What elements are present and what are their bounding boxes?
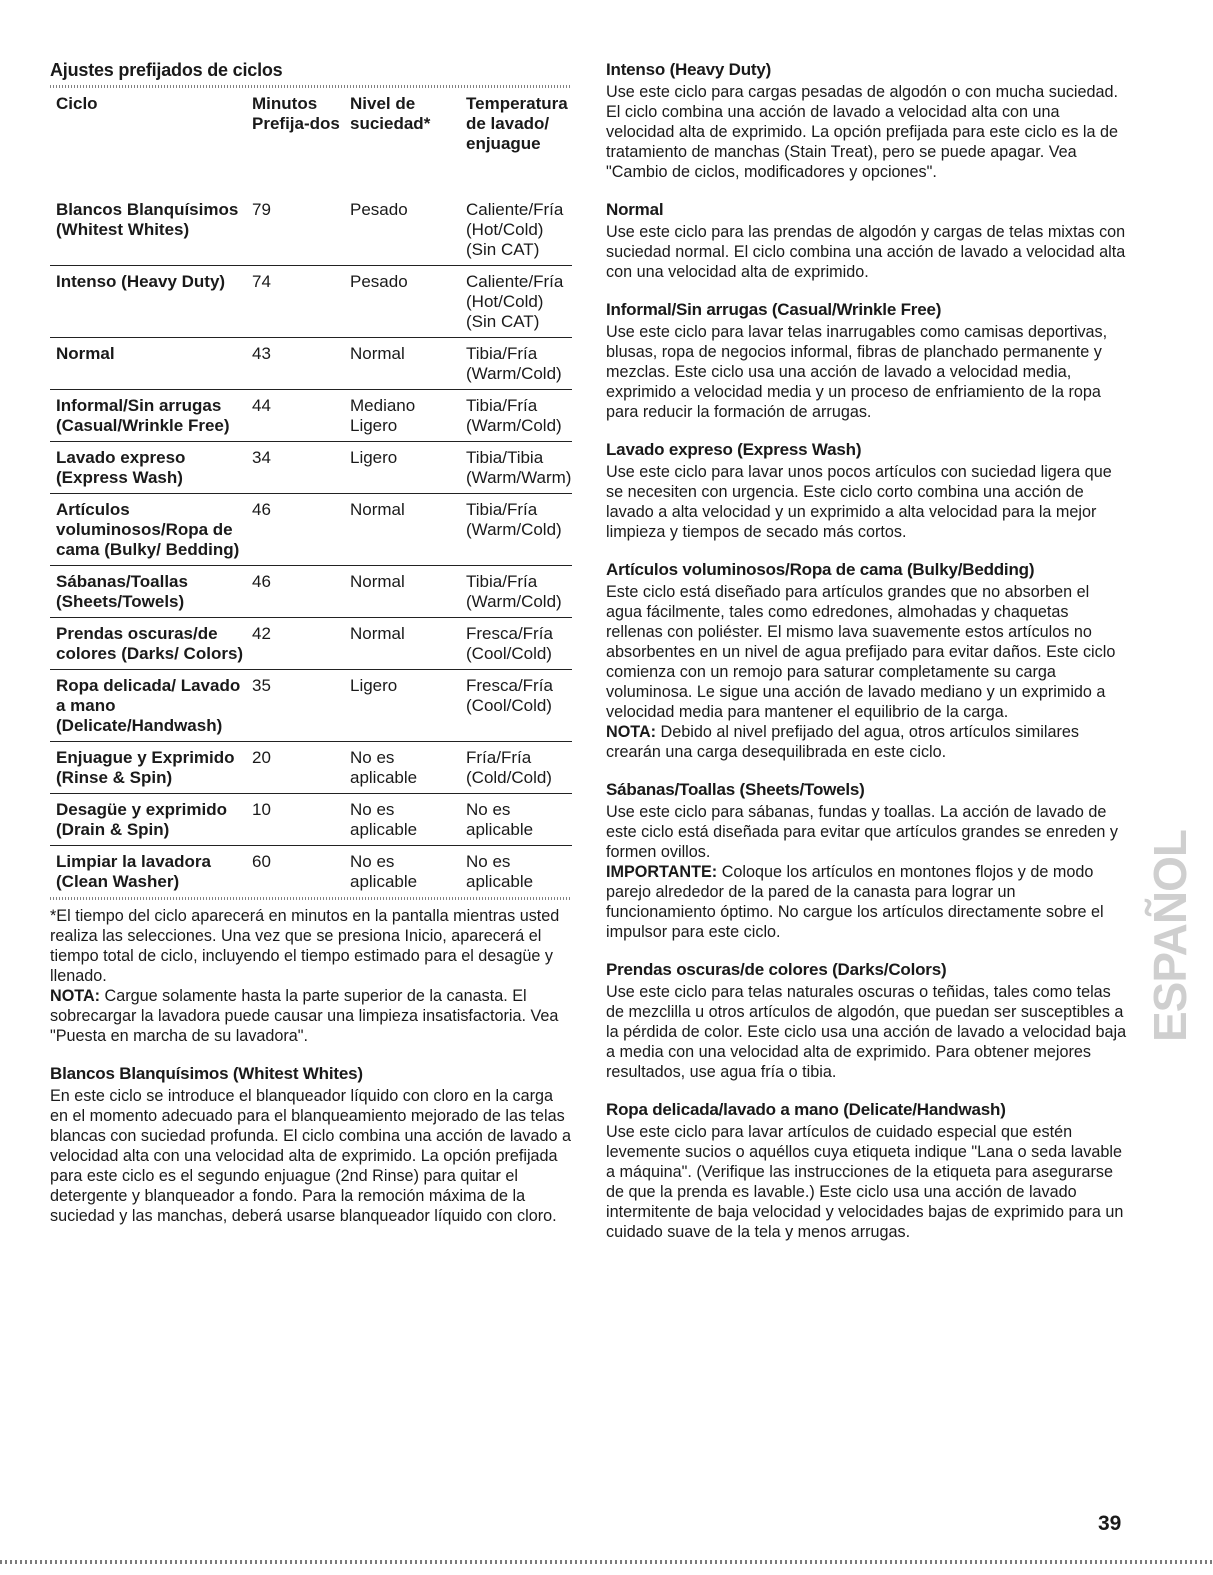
cycle-minutes: 20 [246,742,344,794]
table-row [50,442,572,494]
table-row [50,742,572,794]
section-note [606,862,1128,942]
cycle-minutes: 34 [246,442,344,494]
cycle-minutes: 46 [246,494,344,566]
section-text: Use este ciclo para lavar telas inarrugables como camisas deportivas, blusas, ropa de negocios informal, fibras de planchado permanente y mezclas. Este ciclo usa una acción de lavado a velocidad media, exprimido a velocidad media y un proceso de enfriamiento de la ropa para reducir la formación de arrugas. [606,323,1108,421]
cycle-soil-level: Normal [344,566,460,618]
dotted-rule [50,897,572,900]
section-text: Use este ciclo para sábanas, fundas y toallas. La acción de lavado de este ciclo está diseñada para evitar que artículos grandes se enreden y formen ovillos. [606,803,1119,861]
table-row [50,266,572,338]
note-label: NOTA: [50,987,101,1005]
section-heading: Blancos Blanquísimos (Whitest Whites) [50,1064,363,1083]
section-text: Use este ciclo para cargas pesadas de algodón o con mucha suciedad. El ciclo combina una acción de lavado a velocidad alta con una velocidad alta de exprimido. La opción prefijada para este ciclo es la de tratamiento de manchas (Stain Treat), pero se puede apagar. Vea "Cambio de ciclos, modificadores y opciones". [606,83,1119,181]
cycle-soil-level: No es aplicable [344,794,460,846]
table-title: Ajustes prefijados de ciclos [50,60,283,80]
table-row [50,846,572,898]
table-row [50,566,572,618]
language-tab: ESPAÑOL [1144,830,1196,1042]
cycle-minutes: 79 [246,194,344,266]
table-row [50,390,572,442]
cycle-soil-level: Pesado [344,194,460,266]
cycle-name: Blancos Blanquísimos (Whitest Whites) [50,194,246,266]
cycle-minutes: 43 [246,338,344,390]
note [50,986,572,1046]
header-soil: Nivel de suciedad* [350,94,431,133]
cycle-presets-table [50,88,572,897]
cycle-temperature: Caliente/Fría (Hot/Cold) (Sin CAT) [460,194,572,266]
section-heading: Intenso (Heavy Duty) [606,60,772,79]
table-header-row [50,88,572,194]
cycle-name: Artículos voluminosos/Ropa de cama (Bulky/ Bedding) [50,494,246,566]
header-cycle: Ciclo [56,94,98,113]
cycle-temperature: Fría/Fría (Cold/Cold) [460,742,572,794]
cycle-minutes: 35 [246,670,344,742]
section-heading: Ropa delicada/lavado a mano (Delicate/Handwash) [606,1100,1006,1119]
page-number: 39 [1098,1512,1122,1535]
cycle-soil-level: Pesado [344,266,460,338]
cycle-temperature: Caliente/Fría (Hot/Cold) (Sin CAT) [460,266,572,338]
cycle-soil-level: No es aplicable [350,852,418,891]
cycle-name: Normal [50,338,246,390]
table-row [50,618,572,670]
section-heading: Sábanas/Toallas (Sheets/Towels) [606,780,865,799]
section-note-text: Debido al nivel prefijado del agua, otros artículos similares crearán una carga desequilibrada en este ciclo. [606,723,1079,761]
header-minutes: Minutos Prefija-dos [252,94,340,133]
cycle-minutes: 46 [246,566,344,618]
table-row [50,670,572,742]
cycle-name: Informal/Sin arrugas (Casual/Wrinkle Free) [50,390,246,442]
cycle-name: Desagüe y exprimido (Drain & Spin) [50,794,246,846]
cycle-temperature: Tibia/Fría (Warm/Cold) [460,390,572,442]
cycle-temperature: Fresca/Fría (Cool/Cold) [460,618,572,670]
cycle-soil-level: Mediano Ligero [344,390,460,442]
cycle-soil-level: Ligero [344,442,460,494]
table-row [50,494,572,566]
footnote: *El tiempo del ciclo aparecerá en minutos en la pantalla mientras usted realiza las selecciones. Una vez que se presiona Inicio, aparecerá el tiempo total de ciclo, incluyendo el tiempo estimado para el desagüe y llenado. [50,907,560,985]
cycle-temperature: No es aplicable [460,794,572,846]
section-text: Use este ciclo para las prendas de algodón y cargas de telas mixtas con suciedad normal. El ciclo combina una acción de lavado a velocidad alta con una velocidad alta de exprimido. [606,223,1126,281]
header-temp: Temperatura de lavado/ enjuague [466,94,568,153]
cycle-soil-level: Normal [344,618,460,670]
section-note-label: IMPORTANTE: [606,863,718,881]
cycle-temperature: Tibia/Fría (Warm/Cold) [460,494,572,566]
cycle-name: Intenso (Heavy Duty) [50,266,246,338]
table-row [50,338,572,390]
section-heading: Normal [606,200,664,219]
cycle-soil-level: Normal [344,494,460,566]
section-note-text: Coloque los artículos en montones flojos y de modo parejo alrededor de la pared de la canasta para lograr un funcionamiento óptimo. No cargue los artículos directamente sobre el impulsor para este ciclo. [606,863,1104,941]
section-heading: Informal/Sin arrugas (Casual/Wrinkle Free) [606,300,942,319]
cycle-name: Prendas oscuras/de colores (Darks/ Colors) [50,618,246,670]
section-note-label: NOTA: [606,723,657,741]
cycle-minutes: 44 [246,390,344,442]
cycle-temperature: No es aplicable [466,852,534,891]
dotted-rule [50,85,572,88]
section-heading: Prendas oscuras/de colores (Darks/Colors) [606,960,947,979]
cycle-temperature: Tibia/Fría (Warm/Cold) [460,566,572,618]
cycle-name: Enjuague y Exprimido (Rinse & Spin) [50,742,246,794]
section-text: En este ciclo se introduce el blanqueador líquido con cloro en la carga en el momento adecuado para el blanqueamiento mejorado de las telas blancas con suciedad profunda. El ciclo combina una acción de lavado a velocidad alta con una velocidad alta de exprimido. La opción prefijada para este ciclo es el segundo enjuague (2nd Rinse) para quitar el detergente y blanqueador a fondo. Para la remoción máxima de la suciedad y las manchas, deberá usarse blanqueador líquido con cloro. [50,1087,572,1225]
section-note [606,722,1128,762]
cycle-soil-level: Ligero [344,670,460,742]
bottom-rule [0,1560,1213,1564]
table-row [50,794,572,846]
cycle-temperature: Fresca/Fría (Cool/Cold) [460,670,572,742]
section-text: Use este ciclo para telas naturales oscuras o teñidas, tales como telas de mezclilla u otros artículos de algodón, que puedan ser susceptibles a la pérdida de color. Este ciclo usa una acción de lavado a velocidad baja a media con una velocidad alta de exprimido. Para obtener mejores resultados, use agua fría o tibia. [606,983,1127,1081]
section-text: Use este ciclo para lavar artículos de cuidado especial que estén levemente sucios o aquéllos cuya etiqueta indique "Lana o seda lavable a máquina". (Verifique las instrucciones de la etiqueta para asegurarse de que la prenda es lavable.) Este ciclo usa una acción de lavado intermitente de baja velocidad y velocidades bajas de exprimido para un cuidado suave de la tela y menos arrugas. [606,1123,1124,1241]
cycle-temperature: Tibia/Tibia (Warm/Warm) [460,442,572,494]
cycle-soil-level: Normal [344,338,460,390]
cycle-soil-level: No es aplicable [344,742,460,794]
cycle-name: Limpiar la lavadora (Clean Washer) [56,852,211,891]
cycle-name: Lavado expreso (Express Wash) [50,442,246,494]
section-heading: Artículos voluminosos/Ropa de cama (Bulky/Bedding) [606,560,1035,579]
cycle-name: Ropa delicada/ Lavado a mano (Delicate/Handwash) [50,670,246,742]
section-heading: Lavado expreso (Express Wash) [606,440,862,459]
cycle-minutes: 60 [252,852,271,871]
cycle-minutes: 10 [246,794,344,846]
cycle-temperature: Tibia/Fría (Warm/Cold) [460,338,572,390]
table-row [50,194,572,266]
right-column [606,60,1128,1242]
left-column [50,60,572,1226]
cycle-minutes: 42 [246,618,344,670]
section-text: Use este ciclo para lavar unos pocos artículos con suciedad ligera que se necesiten con urgencia. Este ciclo corto combina una acción de lavado a alta velocidad y un exprimido a alta velocidad para la mejor limpieza y tiempos de secado más cortos. [606,463,1112,541]
note-text: Cargue solamente hasta la parte superior de la canasta. El sobrecargar la lavadora puede causar una limpieza insatisfactoria. Vea "Puesta en marcha de su lavadora". [50,987,559,1045]
section-text: Este ciclo está diseñado para artículos grandes que no absorben el agua fácilmente, tales como edredones, almohadas y chaquetas rellenas con poliéster. El mismo lava suavemente estos artículos no absorbentes en un nivel de agua prefijado para evitar daños. Este ciclo comienza con un remojo para saturar completamente su carga voluminosa. Le sigue una acción de lavado mediano y un exprimido a velocidad media para mantener el equilibrio de la carga. [606,583,1116,721]
cycle-name: Sábanas/Toallas (Sheets/Towels) [50,566,246,618]
cycle-minutes: 74 [246,266,344,338]
